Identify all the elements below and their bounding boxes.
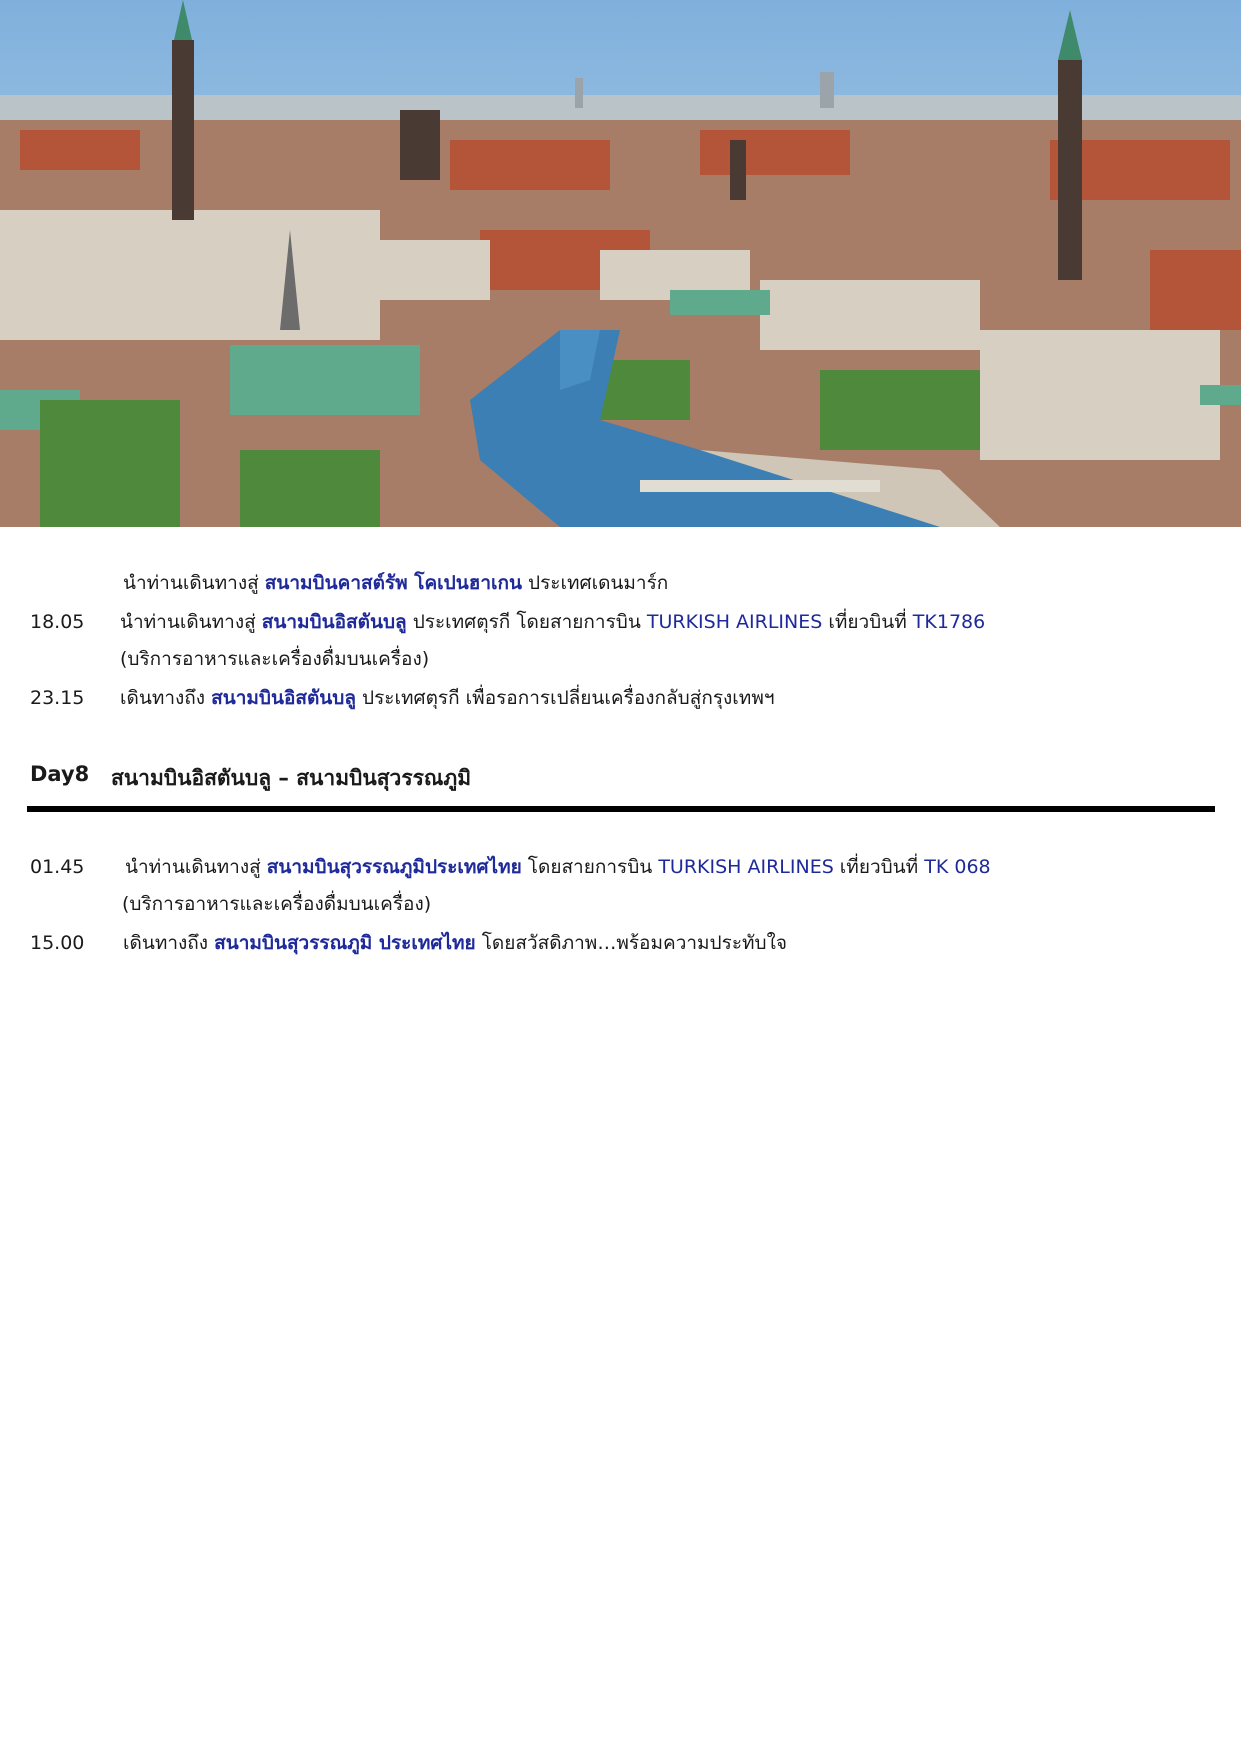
schedule-text: นำท่านเดินทางสู่ สนามบินอิสตันบลู ประเทศตุรกี โดยสายการบิน TURKISH AIRLINES เที่ยวบินที่ TK1786 (120, 611, 986, 633)
airline-name: TURKISH AIRLINES (646, 611, 823, 633)
schedule-text: นำท่านเดินทางสู่ สนามบินคาสต์รัพ โคเปนฮาเกน ประเทศเดนมาร์ก (123, 572, 669, 594)
airport-name: สนามบินสุวรรณภูมิประเทศไทย (266, 856, 522, 878)
airport-name: สนามบินคาสต์รัพ โคเปนฮาเกน (264, 572, 522, 594)
schedule-text: (บริการอาหารและเครื่องดื่มบนเครื่อง) (122, 893, 432, 915)
airport-name: สนามบินสุวรรณภูมิ ประเทศไทย (214, 932, 476, 954)
airport-name: สนามบินอิสตันบลู (261, 611, 407, 633)
hero-city-photo (0, 0, 1241, 527)
flight-number: TK1786 (912, 611, 986, 633)
schedule-time: 23.15 (30, 687, 85, 709)
schedule-time: 15.00 (30, 932, 85, 954)
day-title: สนามบินอิสตันบลู – สนามบินสุวรรณภูมิ (111, 766, 472, 790)
schedule-text: (บริการอาหารและเครื่องดื่มบนเครื่อง) (120, 648, 430, 670)
schedule-time: 01.45 (30, 856, 85, 878)
flight-number: TK 068 (924, 856, 991, 878)
schedule-text: เดินทางถึง สนามบินสุวรรณภูมิ ประเทศไทย โดยสวัสดิภาพ…พร้อมความประทับใจ (123, 932, 788, 954)
schedule-text: เดินทางถึง สนามบินอิสตันบลู ประเทศตุรกี เพื่อรอการเปลี่ยนเครื่องกลับสู่กรุงเทพฯ (120, 687, 775, 709)
airline-name: TURKISH AIRLINES (658, 856, 834, 878)
day-label: Day8 (30, 762, 90, 786)
section-divider (27, 806, 1215, 812)
schedule-text: นำท่านเดินทางสู่ สนามบินสุวรรณภูมิประเทศไทย โดยสายการบิน TURKISH AIRLINES เที่ยวบินที่ TK 068 (125, 856, 991, 878)
schedule-time: 18.05 (30, 611, 85, 633)
airport-name: สนามบินอิสตันบลู (211, 687, 356, 709)
